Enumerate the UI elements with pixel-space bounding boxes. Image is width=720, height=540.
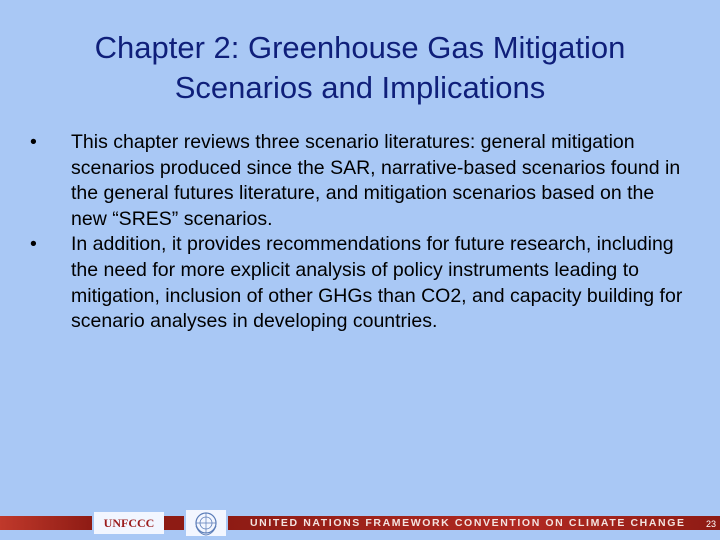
slide-title <box>20 28 700 108</box>
unfccc-banner-text: UNITED NATIONS FRAMEWORK CONVENTION ON CLIMATE CHANGE <box>250 517 686 529</box>
footer-banner <box>0 510 720 536</box>
bullet-item <box>30 232 690 334</box>
bullet-symbol: • <box>30 131 37 153</box>
footer-stripe-left <box>0 516 92 530</box>
bullet-text: This chapter reviews three scenario literatures: general mitigation scenarios produced since the SAR, narrative-based scenarios found in the general futures literature, and mitigation scenarios based on the new “SRES” scenarios. <box>71 131 681 230</box>
page-number: 23 <box>705 519 716 529</box>
bullet-text: In addition, it provides recommendations for future research, including the need for more explicit analysis of policy instruments leading to mitigation, inclusion of other GHGs than CO2, and capacity building for scenario analyses in developing countries. <box>71 233 683 333</box>
slide-title-line-2: Scenarios and Implications <box>174 70 546 105</box>
bullet-symbol: • <box>30 233 37 256</box>
bullet-item <box>30 130 690 232</box>
footer-stripe-mid <box>164 516 184 530</box>
slide-title-line-1: Chapter 2: Greenhouse Gas Mitigation <box>94 30 626 65</box>
un-emblem-icon <box>186 510 226 536</box>
bullet-list <box>30 130 690 335</box>
unfccc-logo: UNFCCC <box>94 512 164 534</box>
